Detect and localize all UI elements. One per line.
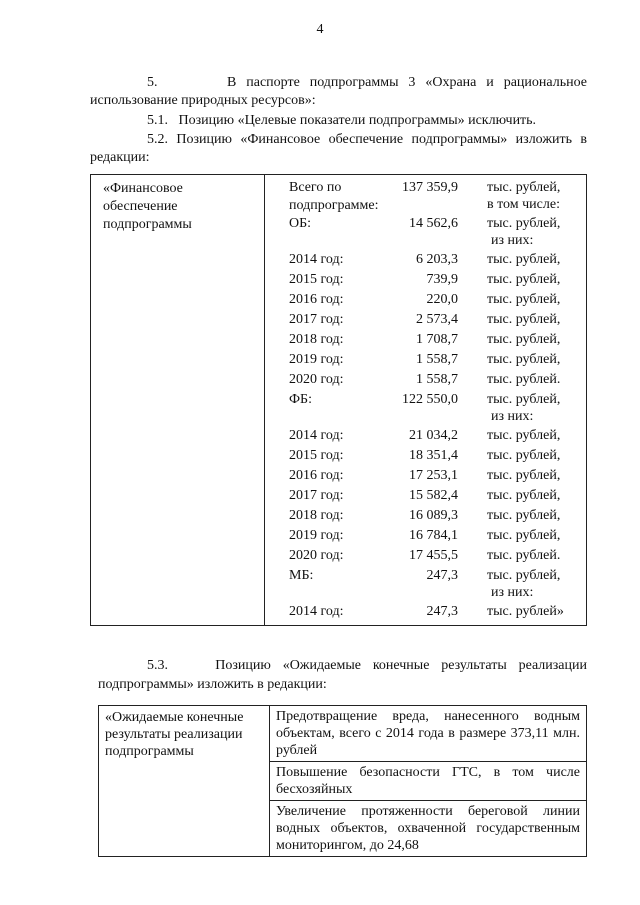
item-5-3-line1: 5.3. Позицию «Ожидаемые конечные результаты реализации — [147, 658, 587, 673]
finance-row — [265, 567, 586, 603]
finance-row-unit: тыс. рублей, — [487, 468, 561, 483]
finance-row-value: 6 203,3 — [416, 252, 458, 267]
finance-row-label: 2018 год: — [289, 508, 344, 523]
finance-row — [265, 351, 586, 371]
finance-row-label: МБ: — [289, 568, 314, 583]
item-5-2-line2: редакции: — [90, 150, 150, 165]
finance-position-line: обеспечение — [103, 199, 178, 214]
finance-row — [265, 311, 586, 331]
finance-position-line: «Финансовое — [103, 181, 183, 196]
finance-row — [265, 507, 586, 527]
finance-row-label: 2018 год: — [289, 332, 344, 347]
finance-row — [265, 527, 586, 547]
finance-row-label: Всего по подпрограмме: — [289, 180, 379, 213]
finance-row-value: 2 573,4 — [416, 312, 458, 327]
finance-row-unit: тыс. рублей. — [487, 548, 561, 563]
finance-row-value: 21 034,2 — [409, 428, 458, 443]
finance-row — [265, 447, 586, 467]
finance-values-cell — [265, 175, 587, 626]
finance-row-value: 247,3 — [426, 568, 458, 583]
finance-position-cell — [91, 175, 265, 626]
finance-row-unit: тыс. рублей, — [487, 252, 561, 267]
finance-row-unit-main: тыс. рублей, — [487, 392, 561, 407]
finance-position-line: подпрограммы — [103, 217, 192, 232]
finance-row-unit: тыс. рублей, — [487, 528, 561, 543]
finance-row-label: ФБ: — [289, 392, 312, 407]
finance-row-unit: тыс. рублей, — [487, 448, 561, 463]
finance-row-label: 2016 год: — [289, 292, 344, 307]
finance-row-unit: тыс. рублей» — [487, 604, 564, 619]
finance-row-value: 220,0 — [426, 292, 458, 307]
result-item: Предотвращение вреда, нанесенного водным объектам, всего с 2014 года в размере 373,11 млн. рублей — [270, 706, 587, 762]
finance-row — [265, 371, 586, 391]
finance-row — [265, 215, 586, 251]
finance-row — [265, 603, 586, 623]
item-5-3-line2: подпрограммы» изложить в редакции: — [98, 677, 327, 692]
finance-row-unit — [487, 567, 560, 601]
finance-row-value: 739,9 — [426, 272, 458, 287]
results-position-cell — [99, 706, 270, 857]
finance-row — [265, 467, 586, 487]
results-position-line: «Ожидаемые конечные — [105, 710, 244, 725]
finance-row-unit — [487, 215, 560, 249]
finance-row-unit — [487, 391, 560, 425]
results-position-line: результаты реализации — [105, 727, 243, 742]
finance-row-value: 17 455,5 — [409, 548, 458, 563]
finance-row-unit: тыс. рублей, — [487, 332, 561, 347]
finance-row — [265, 547, 586, 567]
finance-row-value: 16 784,1 — [409, 528, 458, 543]
finance-row-unit: тыс. рублей, — [487, 272, 561, 287]
finance-row-unit: тыс. рублей, — [487, 292, 561, 307]
finance-row-unit: тыс. рублей, — [487, 508, 561, 523]
finance-row-unit: тыс. рублей. — [487, 372, 561, 387]
finance-row-unit-sub: из них: — [491, 409, 534, 424]
finance-row-value: 247,3 — [426, 604, 458, 619]
finance-row-label: 2020 год: — [289, 372, 344, 387]
finance-row-value: 122 550,0 — [402, 392, 458, 407]
finance-row-unit-main: тыс. рублей, — [487, 568, 561, 583]
finance-row — [265, 331, 586, 351]
finance-row-unit: тыс. рублей, — [487, 312, 561, 327]
finance-row-unit-sub: в том числе: — [487, 197, 560, 212]
finance-row-label: 2014 год: — [289, 252, 344, 267]
finance-row — [265, 179, 586, 215]
finance-table — [90, 174, 587, 626]
finance-row — [265, 487, 586, 507]
finance-row-value: 15 582,4 — [409, 488, 458, 503]
finance-row — [265, 391, 586, 427]
results-table — [98, 705, 587, 857]
finance-row-label: 2019 год: — [289, 528, 344, 543]
finance-rows — [265, 175, 586, 625]
page-number: 4 — [316, 22, 324, 37]
item-5-1: 5.1. Позицию «Целевые показатели подпрограммы» исключить. — [147, 113, 537, 128]
finance-row-value: 1 558,7 — [416, 372, 458, 387]
finance-row-label: 2016 год: — [289, 468, 344, 483]
finance-row-label: 2015 год: — [289, 272, 344, 287]
finance-row-label: 2017 год: — [289, 488, 344, 503]
finance-row-value: 1 708,7 — [416, 332, 458, 347]
item-5-2-line1: 5.2. Позицию «Финансовое обеспечение подпрограммы» изложить в — [147, 132, 587, 147]
finance-row-value: 17 253,1 — [409, 468, 458, 483]
finance-row-label: 2015 год: — [289, 448, 344, 463]
finance-row-value: 18 351,4 — [409, 448, 458, 463]
results-position-line: подпрограммы — [105, 744, 194, 759]
finance-row — [265, 291, 586, 311]
finance-row-value: 14 562,6 — [409, 216, 458, 231]
result-item: Повышение безопасности ГТС, в том числе бесхозяйных — [270, 762, 587, 801]
finance-row — [265, 251, 586, 271]
finance-row-value: 137 359,9 — [402, 180, 458, 195]
finance-row-label: ОБ: — [289, 216, 312, 231]
result-item: Увеличение протяженности береговой линии водных объектов, охваченной государственным мониторингом, до 24,68 — [270, 801, 587, 857]
finance-row-unit: тыс. рублей, — [487, 352, 561, 367]
finance-row-unit-main: тыс. рублей, — [487, 180, 561, 195]
finance-row-label: 2020 год: — [289, 548, 344, 563]
finance-row-label: 2014 год: — [289, 428, 344, 443]
section5-heading-line2: использование природных ресурсов»: — [90, 93, 316, 108]
finance-row-unit-sub: из них: — [491, 233, 534, 248]
section5-heading-line1: 5. В паспорте подпрограммы 3 «Охрана и рациональное — [147, 75, 587, 90]
finance-row — [265, 271, 586, 291]
finance-row-unit: тыс. рублей, — [487, 488, 561, 503]
finance-row-unit — [487, 179, 560, 213]
finance-row-label: 2019 год: — [289, 352, 344, 367]
finance-row-label: 2017 год: — [289, 312, 344, 327]
finance-row-unit-sub: из них: — [491, 585, 534, 600]
finance-row-unit-main: тыс. рублей, — [487, 216, 561, 231]
finance-row-unit: тыс. рублей, — [487, 428, 561, 443]
finance-row — [265, 427, 586, 447]
finance-row-value: 1 558,7 — [416, 352, 458, 367]
finance-row-label: 2014 год: — [289, 604, 344, 619]
finance-row-value: 16 089,3 — [409, 508, 458, 523]
